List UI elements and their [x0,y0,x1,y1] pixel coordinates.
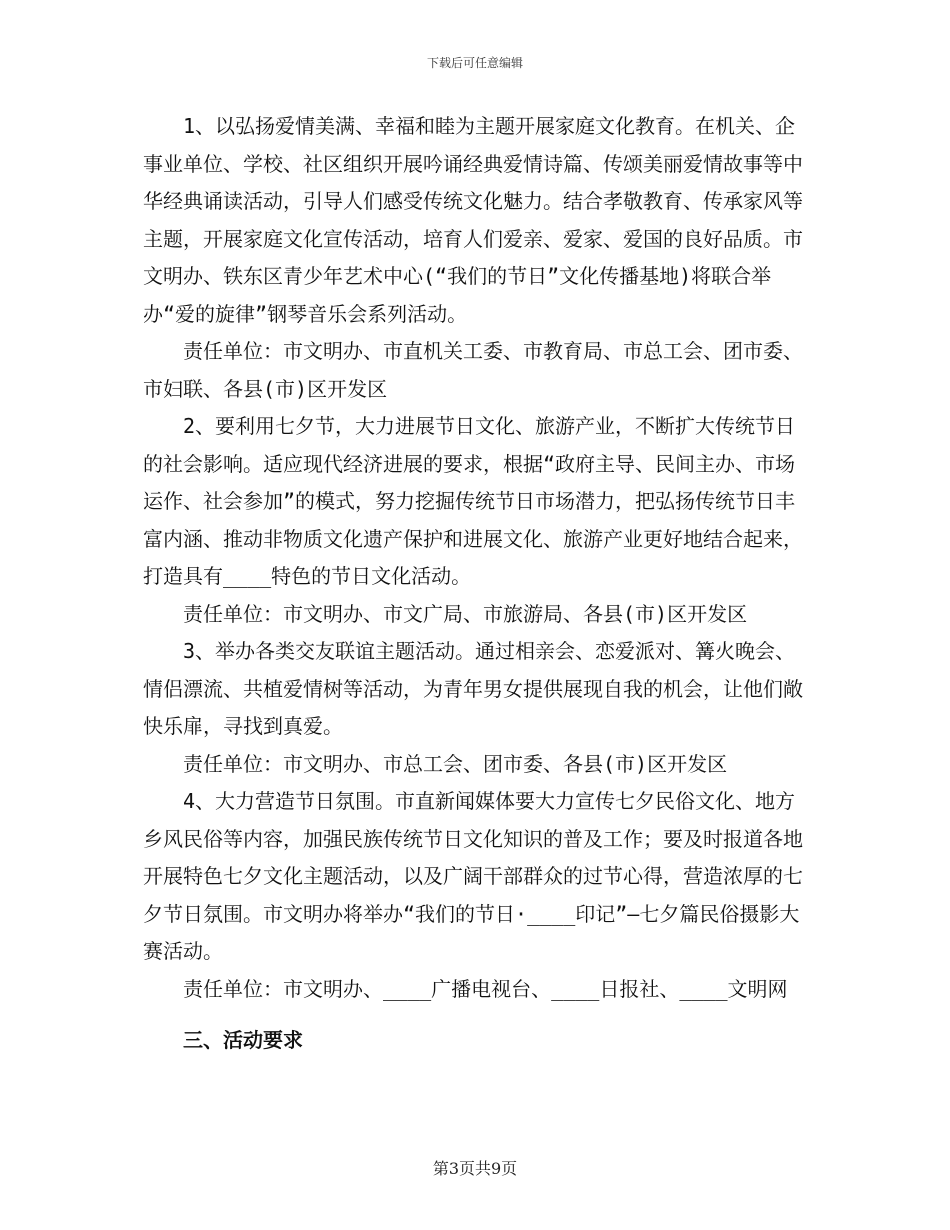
paragraph-2: 2、要利用七夕节，大力进展节日文化、旅游产业，不断扩大传统节日的社会影响。适应现代经济进展的要求，根据“政府主导、民间主办、市场运作、社会参加”的模式，努力挖掘传统节日市场潜力，把弘扬传统节日丰富内涵、推动非物质文化遗产保护和进展文化、旅游产业更好地结合起来，打造具有____特色的节日文化活动。 [143,414,803,588]
responsibility-4: 责任单位：市文明办、____广播电视台、____日报社、____文明网 [183,976,788,1001]
page-header: 下载后可任意编辑 [426,56,523,70]
paragraph-1: 1、以弘扬爱情美满、幸福和睦为主题开展家庭文化教育。在机关、企事业单位、学校、社区组织开展吟诵经典爱情诗篇、传颂美丽爱情故事等中华经典诵读活动，引导人们感受传统文化魅力。结合孝敬教育、传承家风等主题，开展家庭文化宣传活动，培育人们爱亲、爱家、爱国的良好品质。市文明办、铁东区青少年艺术中心(“我们的节日”文化传播基地)将联合举办“爱的旋律”钢琴音乐会系列活动。 [143,114,803,326]
responsibility-3: 责任单位：市文明办、市总工会、团市委、各县(市)区开发区 [183,751,728,776]
document-body [143,108,813,1060]
paragraph-4: 4、大力营造节日氛围。市直新闻媒体要大力宣传七夕民俗文化、地方乡风民俗等内容，加强民族传统节日文化知识的普及工作；要及时报道各地开展特色七夕文化主题活动，以及广阔干部群众的过节心得，营造浓厚的七夕节日氛围。市文明办将举办“我们的节日·____印记”—七夕篇民俗摄影大赛活动。 [143,789,803,963]
responsibility-2: 责任单位：市文明办、市文广局、市旅游局、各县(市)区开发区 [183,601,748,626]
page-footer: 第3页共9页 [432,1159,518,1178]
responsibility-1: 责任单位：市文明办、市直机关工委、市教育局、市总工会、团市委、市妇联、各县(市)区开发区 [143,339,803,401]
paragraph-3: 3、举办各类交友联谊主题活动。通过相亲会、恋爱派对、篝火晚会、情侣漂流、共植爱情树等活动，为青年男女提供展现自我的机会，让他们敞快乐扉，寻找到真爱。 [143,639,803,738]
section-heading: 三、活动要求 [183,1028,303,1052]
